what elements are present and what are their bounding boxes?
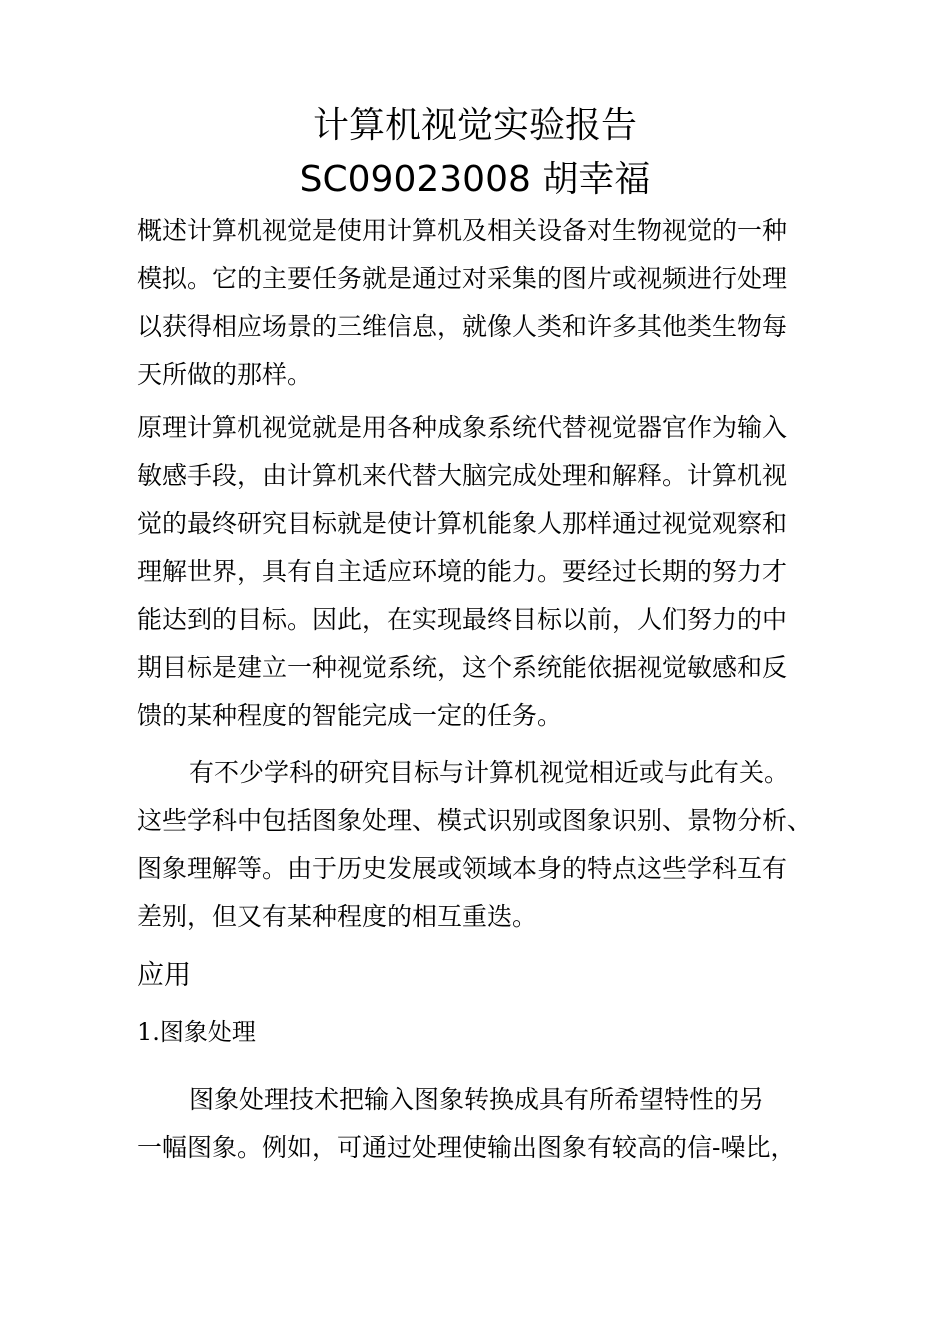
author-line: SC09023008 胡幸福 bbox=[299, 159, 651, 200]
paragraph-line: 期目标是建立一种视觉系统，这个系统能依据视觉敏感和反 bbox=[137, 653, 788, 682]
paragraph-line: 概述计算机视觉是使用计算机及相关设备对生物视觉的一种 bbox=[137, 216, 788, 245]
paragraph-line: 理解世界，具有自主适应环境的能力。要经过长期的努力才 bbox=[137, 557, 788, 586]
paragraph-line: 天所做的那样。 bbox=[137, 360, 313, 389]
paragraph-line: 模拟。它的主要任务就是通过对采集的图片或视频进行处理 bbox=[137, 264, 788, 293]
related-fields-paragraph bbox=[137, 749, 827, 941]
paragraph-line: 一幅图象。例如，可通过处理使输出图象有较高的信-噪比， bbox=[137, 1133, 796, 1162]
application-heading: 应用 bbox=[137, 960, 191, 991]
paragraph-line: 这些学科中包括图象处理、模式识别或图象识别、景物分析、 bbox=[137, 806, 813, 835]
paragraph-line: 能达到的目标。因此，在实现最终目标以前，人们努力的中 bbox=[137, 605, 788, 634]
overview-paragraph bbox=[137, 207, 827, 399]
paragraph-line: 图象处理技术把输入图象转换成具有所希望特性的另 bbox=[189, 1085, 765, 1114]
paragraph-line: 差别，但又有某种程度的相互重迭。 bbox=[137, 902, 538, 931]
paragraph-line: 图象理解等。由于历史发展或领域本身的特点这些学科互有 bbox=[137, 854, 788, 883]
principle-paragraph bbox=[137, 404, 827, 740]
paragraph-line: 敏感手段，由计算机来代替大脑完成处理和解释。计算机视 bbox=[137, 461, 788, 490]
paragraph-line: 馈的某种程度的智能完成一定的任务。 bbox=[137, 701, 563, 730]
report-title: 计算机视觉实验报告 bbox=[312, 105, 637, 146]
paragraph-line: 有不少学科的研究目标与计算机视觉相近或与此有关。 bbox=[189, 758, 790, 787]
paragraph-line: 觉的最终研究目标就是使计算机能象人那样通过视觉观察和 bbox=[137, 509, 788, 538]
paragraph-line: 以获得相应场景的三维信息，就像人类和许多其他类生物每 bbox=[137, 312, 788, 341]
image-processing-paragraph bbox=[137, 1076, 827, 1172]
paragraph-line: 原理计算机视觉就是用各种成象系统代替视觉器官作为输入 bbox=[137, 413, 788, 442]
image-processing-heading: 1.图象处理 bbox=[137, 1018, 256, 1046]
